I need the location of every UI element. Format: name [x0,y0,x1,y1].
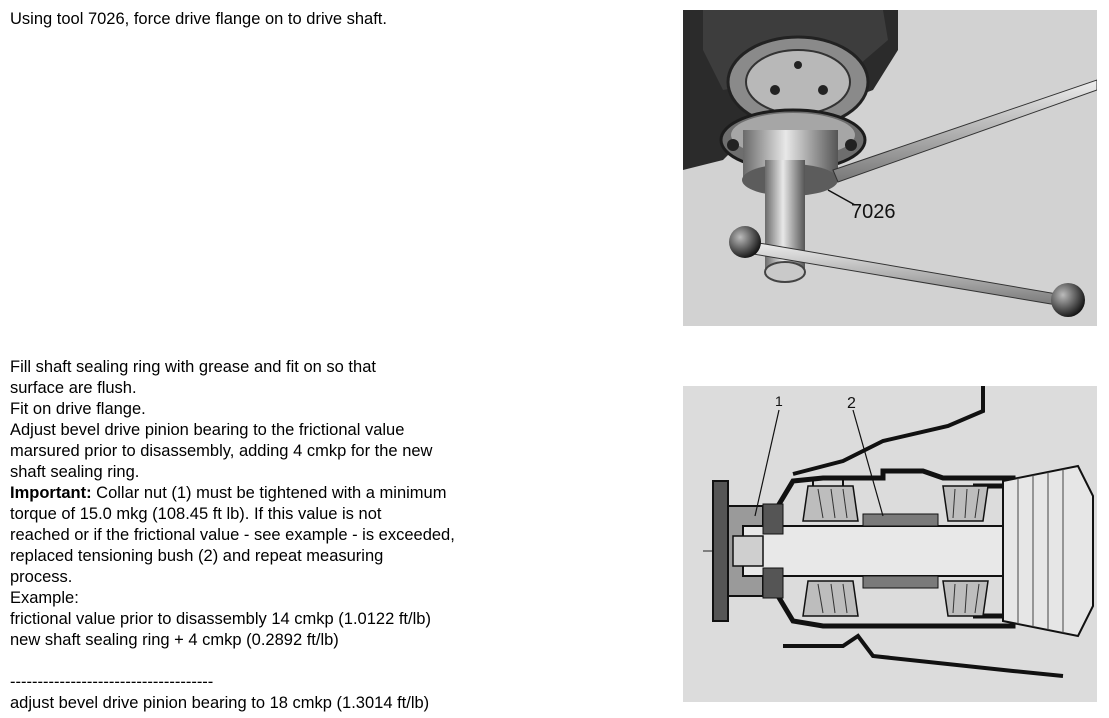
step2-line: surface are flush. [10,379,137,397]
example-heading: Example: [10,589,79,607]
instruction-step-1: Using tool 7026, force drive flange on to drive shaft. [10,10,387,28]
step2-line: marsured prior to disassembly, adding 4 cmkp for the new [10,442,433,460]
callout-1-label: 1 [775,393,783,409]
blank-line [10,651,455,672]
step2-line: Fit on drive flange. [10,400,146,418]
step2-line: shaft sealing ring. [10,463,140,481]
step2-line: Adjust bevel drive pinion bearing to the frictional value [10,421,405,439]
example-line: frictional value prior to disassembly 14 cmkp (1.0122 ft/lb) [10,610,431,628]
step2-line: Fill shaft sealing ring with grease and fit on so that [10,358,376,376]
tool-7026-illustration [683,10,1097,326]
important-label: Important: [10,484,92,502]
important-note-line [10,483,455,504]
divider-dashes: ------------------------------------- [10,673,214,691]
step2-line: process. [10,568,73,586]
callout-2-label: 2 [847,395,856,412]
step2-line: replaced tensioning bush (2) and repeat measuring [10,547,384,565]
step2-line: torque of 15.0 mkg (108.45 ft lb). If this value is not [10,505,382,523]
pinion-cross-section-drawing [683,386,1097,702]
important-text: Collar nut (1) must be tightened with a minimum [91,484,447,502]
step2-line: reached or if the frictional value - see example - is exceeded, [10,526,455,544]
instruction-step-2 [10,357,455,714]
cross-section-illustration [683,386,1097,702]
result-line: adjust bevel drive pinion bearing to 18 cmkp (1.3014 ft/lb) [10,694,430,712]
example-line: new shaft sealing ring + 4 cmkp (0.2892 ft/lb) [10,631,339,649]
tool-7026-photo [683,10,1097,326]
tool-number-label: 7026 [851,201,896,223]
